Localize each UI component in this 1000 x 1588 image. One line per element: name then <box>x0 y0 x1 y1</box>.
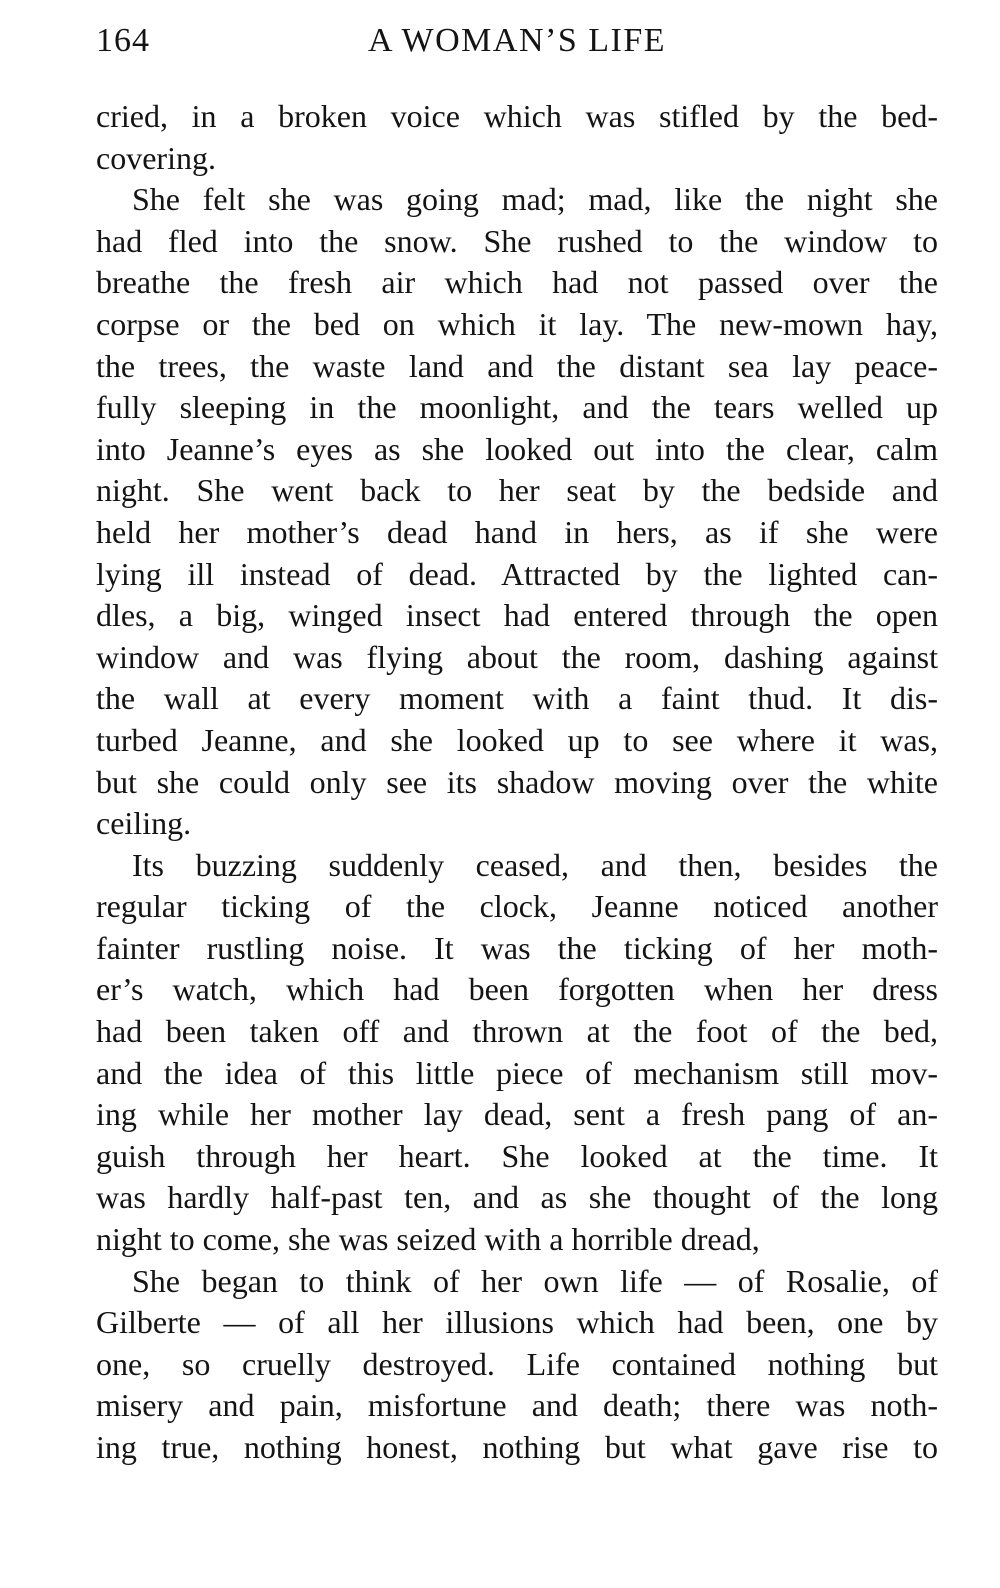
text-line: ing true, nothing honest, nothing but what gave rise to <box>96 1429 938 1465</box>
text-line: ing while her mother lay dead, sent a fresh pang of an- <box>96 1096 938 1133</box>
paragraph <box>96 96 938 179</box>
text-line: into Jeanne’s eyes as she looked out into the clear, calm <box>96 430 938 467</box>
text-line: Gilberte — of all her illusions which had been, one by <box>96 1304 938 1341</box>
text-line: covering. <box>96 139 216 176</box>
text-line: had been taken off and thrown at the foot of the bed, <box>96 1013 938 1050</box>
paragraph <box>96 1261 938 1469</box>
text-line: window and was flying about the room, dashing against <box>96 638 938 675</box>
running-title: A WOMAN’S LIFE <box>367 22 667 59</box>
text-line: fully sleeping in the moonlight, and the tears welled up <box>96 389 938 426</box>
text-line: and the idea of this little piece of mechanism still mov- <box>96 1054 938 1091</box>
page-number: 164 <box>96 22 150 59</box>
text-line: guish through her heart. She looked at the time. It <box>96 1137 938 1174</box>
text-line: fainter rustling noise. It was the ticking of her moth- <box>96 929 938 966</box>
text-line: turbed Jeanne, and she looked up to see where it was, <box>96 721 938 758</box>
text-line: but she could only see its shadow moving over the white <box>96 763 938 800</box>
text-line: er’s watch, which had been forgotten when her dress <box>96 971 938 1008</box>
body-text <box>96 96 938 1469</box>
text-line: one, so cruelly destroyed. Life contained nothing but <box>96 1345 938 1382</box>
text-line: night to come, she was seized with a horrible dread, <box>96 1221 760 1258</box>
text-line: She felt she was going mad; mad, like the night she <box>132 181 938 218</box>
text-line: breathe the fresh air which had not passed over the <box>96 264 938 301</box>
text-line: lying ill instead of dead. Attracted by the lighted can- <box>96 555 938 592</box>
running-head <box>96 22 938 72</box>
text-line: dles, a big, winged insect had entered through the open <box>96 597 938 634</box>
text-line: Its buzzing suddenly ceased, and then, besides the <box>132 846 938 883</box>
text-line: held her mother’s dead hand in hers, as if she were <box>96 513 938 550</box>
text-line: regular ticking of the clock, Jeanne noticed another <box>96 888 938 925</box>
text-line: was hardly half-past ten, and as she thought of the long <box>96 1179 938 1216</box>
text-line: had fled into the snow. She rushed to the window to <box>96 222 938 259</box>
text-line: misery and pain, misfortune and death; there was noth- <box>96 1387 938 1424</box>
text-line: corpse or the bed on which it lay. The new-mown hay, <box>96 305 938 342</box>
text-line: the trees, the waste land and the distant sea lay peace- <box>96 347 938 384</box>
paragraph <box>96 845 938 1261</box>
text-line: cried, in a broken voice which was stifled by the bed- <box>96 98 938 134</box>
text-line: She began to think of her own life — of Rosalie, of <box>132 1262 938 1299</box>
paragraph <box>96 179 938 845</box>
text-line: night. She went back to her seat by the bedside and <box>96 472 938 509</box>
text-line: the wall at every moment with a faint thud. It dis- <box>96 680 938 717</box>
text-line: ceiling. <box>96 805 192 842</box>
